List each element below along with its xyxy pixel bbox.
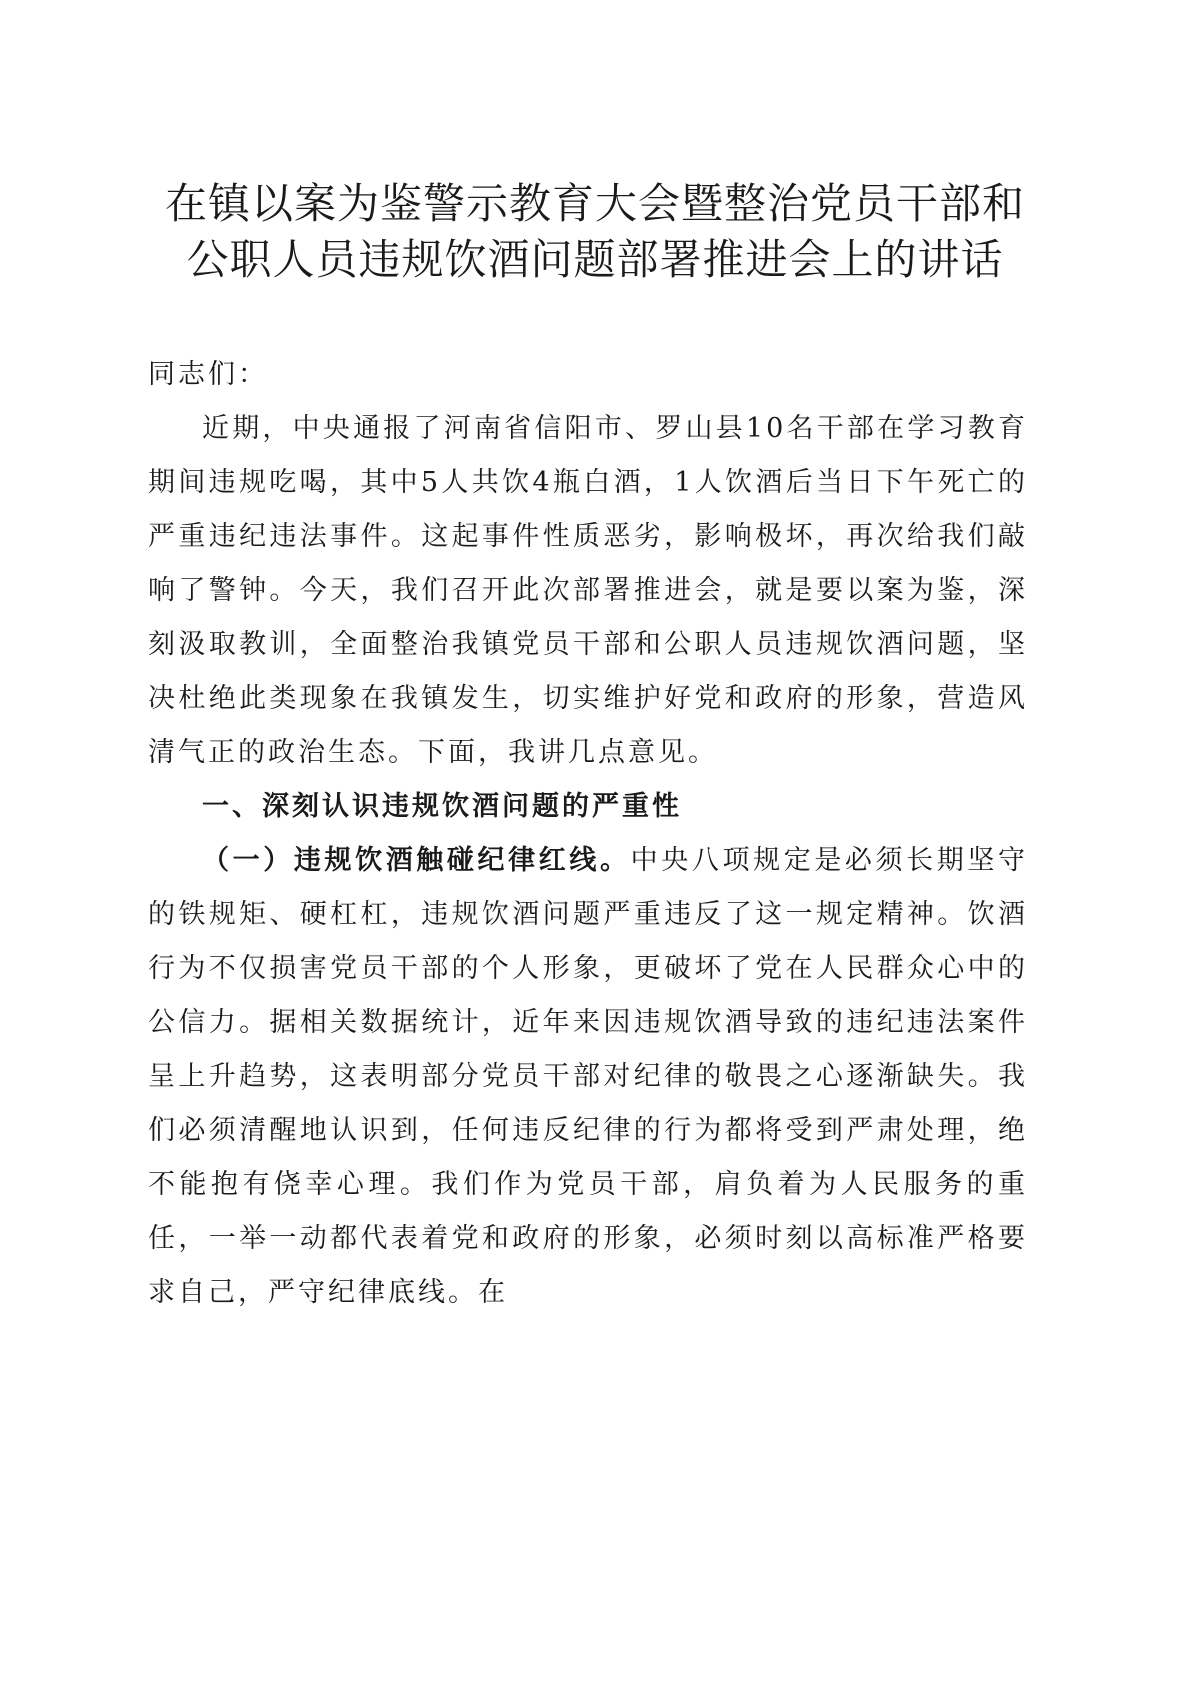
section-heading-1: 一、深刻认识违规饮酒问题的严重性 bbox=[202, 791, 682, 822]
salutation: 同志们： bbox=[148, 359, 268, 390]
title-line-1: 在镇以案为鉴警示教育大会暨整治党员干部和 bbox=[164, 179, 1025, 228]
subsection-lead-1: （一）违规饮酒触碰纪律红线。 bbox=[202, 845, 631, 876]
subsection-paragraph-1 bbox=[148, 834, 1028, 1320]
subsection-body-1: 中央八项规定是必须长期坚守的铁规矩、硬杠杠，违规饮酒问题严重违反了这一规定精神。饮酒行为不仅损害党员干部的个人形象，更破坏了党在人民群众心中的公信力。据相关数据统计，近年来因违规饮酒导致的违纪违法案件呈上升趋势，这表明部分党员干部对纪律的敬畏之心逐渐缺失。我们必须清醒地认识到，任何违反纪律的行为都将受到严肃处理，绝不能抱有侥幸心理。我们作为党员干部，肩负着为人民服务的重任，一举一动都代表着党和政府的形象，必须时刻以高标准严格要求自己，严守纪律底线。在 bbox=[148, 845, 1029, 1308]
opening-paragraph: 近期，中央通报了河南省信阳市、罗山县10名干部在学习教育期间违规吃喝，其中5人共饮4瓶白酒，1人饮酒后当日下午死亡的严重违纪违法事件。这起事件性质恶劣，影响极坏，再次给我们敲响了警钟。今天，我们召开此次部署推进会，就是要以案为鉴，深刻汲取教训，全面整治我镇党员干部和公职人员违规饮酒问题，坚决杜绝此类现象在我镇发生，切实维护好党和政府的形象，营造风清气正的政治生态。下面，我讲几点意见。 bbox=[148, 413, 1028, 768]
document-body bbox=[148, 348, 1028, 1320]
title-line-2: 公职人员违规饮酒问题部署推进会上的讲话 bbox=[186, 235, 1004, 284]
document-title bbox=[100, 176, 1090, 288]
